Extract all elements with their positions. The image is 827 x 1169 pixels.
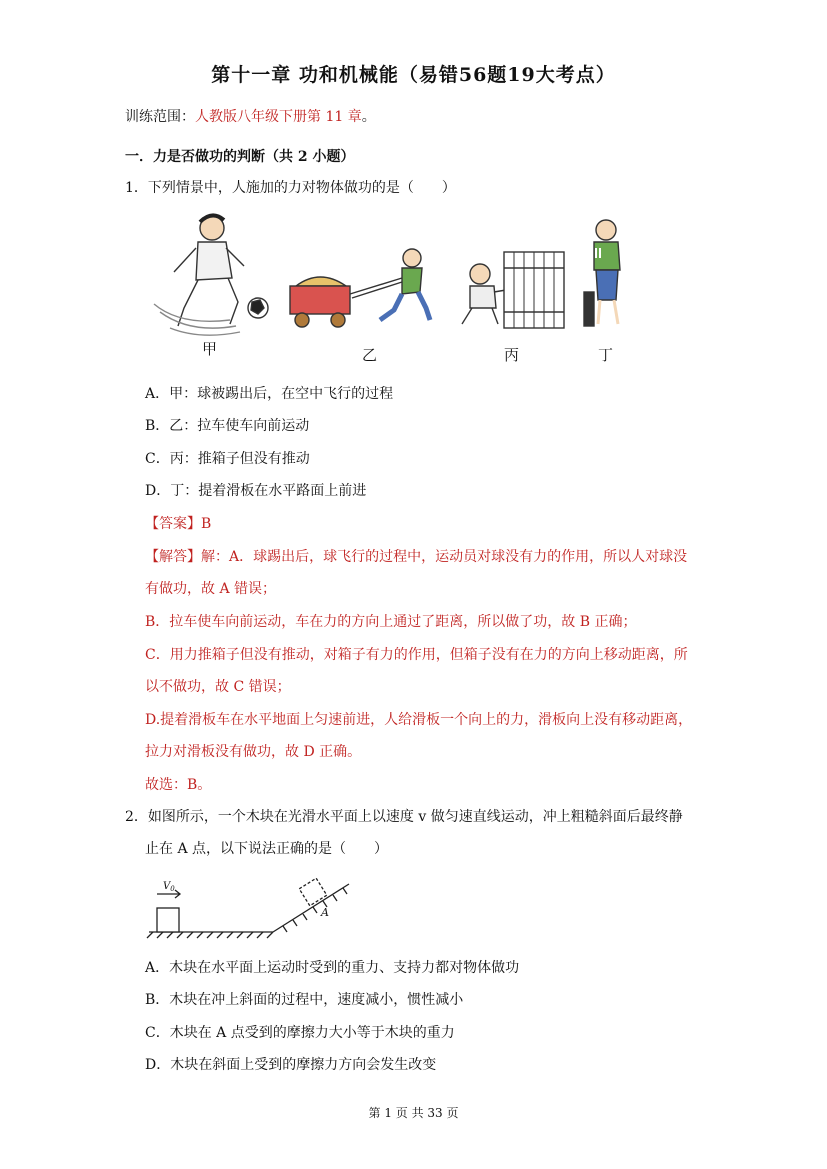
scope-end: 。 (361, 109, 376, 125)
velocity-subscript: 0 (170, 885, 175, 893)
analysis-tag: 【解答】 (145, 549, 201, 565)
q1-figure (140, 208, 640, 368)
answer-value: B (201, 516, 212, 532)
figure-bing-box (462, 252, 564, 328)
q1-option-c: C．丙：推箱子但没有推动 (145, 451, 310, 467)
q1-analysis-line-2: 有做功，故 A 错误； (145, 581, 277, 597)
q2-option-c: C．木块在 A 点受到的摩擦力大小等于木块的重力 (145, 1025, 455, 1041)
section-heading: 一．力是否做功的判断（共 2 小题） (125, 149, 355, 165)
q1-analysis-line-7: 拉力对滑板没有做功，故 D 正确。 (145, 744, 362, 760)
q2-option-b: B．木块在冲上斜面的过程中，速度减小，惯性减小 (145, 992, 464, 1008)
q2-stem-line-2: 止在 A 点，以下说法正确的是（ ） (145, 841, 389, 857)
q1-analysis-line-3: B．拉车使车向前运动，车在力的方向上通过了距离，所以做了功，故 B 正确； (145, 614, 637, 630)
q1-analysis-line-6: D.提着滑板车在水平地面上匀速前进，人给滑板一个向上的力，滑板向上没有移动距离， (145, 712, 693, 728)
figure-ding-walker (584, 220, 620, 326)
q1-analysis-line-4: C．用力推箱子但没有推动，对箱子有力的作用，但箱子没有在力的方向上移动距离，所 (145, 647, 688, 663)
point-a-label: A (321, 906, 329, 919)
velocity-label (163, 881, 175, 893)
page-title: 第十一章 功和机械能（易错56题19大考点） (211, 64, 616, 86)
page-footer: 第 1 页 共 33 页 (368, 1106, 459, 1120)
answer-tag: 【答案】 (145, 516, 201, 532)
q1-option-d: D．丁：提着滑板在水平路面上前进 (145, 483, 367, 499)
velocity-v: V (163, 881, 171, 892)
figure-yi-cart (290, 249, 430, 327)
figure-label-bing: 丙 (504, 346, 520, 364)
q1-analysis-line-5: 以不做功，故 C 错误； (145, 679, 291, 695)
analysis-text: 解：A．球踢出后，球飞行的过程中，运动员对球没有力的作用，所以人对球没 (201, 549, 688, 565)
q2-option-a: A．木块在水平面上运动时受到的重力、支持力都对物体做功 (145, 960, 520, 976)
figure-label-ding: 丁 (598, 346, 614, 364)
q1-option-a: A．甲：球被踢出后，在空中飞行的过程 (145, 386, 394, 402)
q2-figure (145, 872, 365, 942)
q1-answer (145, 513, 211, 533)
q1-stem: 1．下列情景中，人施加的力对物体做功的是（ ） (125, 180, 456, 196)
scope-label: 训练范围： (125, 109, 195, 125)
q2-option-d: D．木块在斜面上受到的摩擦力方向会发生改变 (145, 1057, 437, 1073)
q1-analysis-line-1 (145, 546, 687, 566)
scope-value: 人教版八年级下册第 11 章 (195, 109, 362, 125)
training-scope (125, 106, 376, 126)
q1-analysis-line-8: 故选：B。 (145, 777, 212, 793)
q1-option-b: B．乙：拉车使车向前运动 (145, 418, 310, 434)
figure-jia-player (154, 215, 268, 335)
figure-label-yi: 乙 (362, 346, 378, 364)
q2-stem-line-1: 2．如图所示，一个木块在光滑水平面上以速度 v 做匀速直线运动，冲上粗糙斜面后最终静 (125, 809, 683, 825)
figure-label-jia: 甲 (202, 340, 218, 358)
